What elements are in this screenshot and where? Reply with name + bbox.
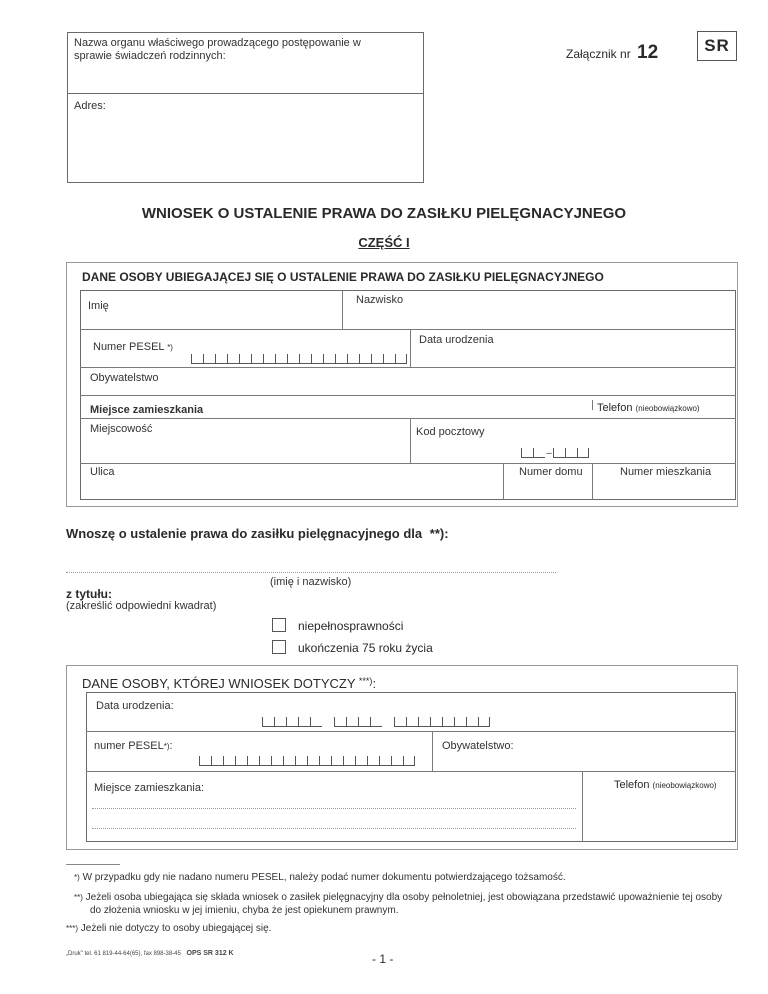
last-name-input[interactable] [346,310,732,326]
form-print-code: OPS SR 312 K [186,950,234,957]
part-title: CZĘŚĆ I [358,235,410,250]
subject-pesel-input[interactable] [199,756,415,766]
footnote-1 [74,871,734,884]
subject-residence-label: Miejsce zamieszkania: [94,782,205,794]
subject-phone-optional: (nieobowiązkowo) [652,781,717,790]
age-75-option-label: ukończenia 75 roku życia [298,641,433,655]
age-75-checkbox[interactable] [272,640,286,654]
footnote-1-mark: *) [74,873,80,882]
footnote-2-text: Jeżeli osoba ubiegająca się składa wniosek o zasiłek pielęgnacyjny dla osoby pełnoletniej, jest obowiązana przedstawić upoważnienie tej osoby do złożenia wniosku w jej imieniu, chyba że jest opiekunem prawnym. [85,892,723,916]
authority-label: Nazwa organu właściwego prowadzącego postępowanie w sprawie świadczeń rodzinnych: [74,37,361,62]
last-name-label: Nazwisko [356,294,404,306]
city-label: Miejscowość [90,423,153,435]
footnote-3-text: Jeżeli nie dotyczy to osoby ubiegającej się. [80,923,272,934]
pesel-mark: *) [167,343,173,352]
first-name-input[interactable] [84,314,338,326]
footnote-3-mark: ***) [66,924,79,933]
attachment-label [566,42,658,64]
title-label: z tytułu: [66,587,112,601]
request-sentence: Wnoszę o ustalenie prawa do zasiłku pielęgnacyjnego dla [66,526,423,541]
printer-info [66,950,234,957]
authority-box [67,32,424,94]
phone-label [597,402,700,414]
request-text [66,526,449,541]
postal-code-label: Kod pocztowy [416,426,485,438]
postal-code-input[interactable]: – [521,448,589,458]
title-hint: (zakreślić odpowiedni kwadrat) [66,600,217,612]
subject-pesel-label [94,740,173,753]
applicant-heading: DANE OSOBY UBIEGAJĄCEJ SIĘ O USTALENIE PRAWA DO ZASIŁKU PIELĘGNACYJNEGO [82,270,604,284]
name-hint: (imię i nazwisko) [270,576,352,588]
subject-phone-label [614,779,717,791]
form-code: SR [704,36,730,55]
attachment-number: 12 [637,42,659,63]
street-input[interactable] [84,480,499,496]
address-box [67,93,424,183]
footnote-divider [66,864,120,865]
printer-text: „Druk" tel. 61 819-44-64(65), fax 898-38-45 [66,951,181,957]
city-input[interactable] [84,440,406,458]
birth-date-input[interactable] [414,348,732,364]
subject-residence-line-2[interactable] [92,828,576,829]
footnote-1-text: W przypadku gdy nie nadano numeru PESEL, należy podać numer dokumentu potwierdzającego tożsamość. [82,872,566,883]
subject-heading [82,676,376,691]
address-label: Adres: [74,100,106,112]
subject-heading-mark: ***) [358,676,373,686]
footnote-2 [74,891,734,917]
form-code-badge [697,31,737,61]
first-name-label: Imię [88,300,109,312]
footnote-3 [66,922,726,935]
request-mark: **): [429,526,449,541]
footnote-2-mark: **) [74,893,83,902]
phone-optional: (nieobowiązkowo) [635,404,700,413]
flat-no-label: Numer mieszkania [620,466,712,478]
residence-label: Miejsce zamieszkania [90,404,204,416]
phone-text: Telefon [597,402,633,414]
street-label: Ulica [90,466,115,478]
pesel-input[interactable] [191,354,407,364]
citizenship-label: Obywatelstwo [90,372,159,384]
subject-heading-text: DANE OSOBY, KTÓREJ WNIOSEK DOTYCZY [82,676,356,691]
pesel-label [93,341,173,354]
subject-pesel-mark: *) [163,742,170,751]
subject-pesel-text: numer PESEL [94,740,164,752]
flat-no-input[interactable] [596,480,732,496]
page-number: - 1 - [372,952,394,966]
disability-checkbox[interactable] [272,618,286,632]
pesel-text: Numer PESEL [93,341,165,353]
form-title: WNIOSEK O USTALENIE PRAWA DO ZASIŁKU PIELĘGNACYJNEGO [141,205,627,222]
birth-date-label: Data urodzenia [419,334,494,346]
disability-option-label: niepełnosprawności [298,619,404,633]
citizenship-input[interactable] [180,372,730,390]
subject-phone-text: Telefon [614,779,650,791]
subject-heading-colon: : [372,676,377,691]
subject-birth-date-label: Data urodzenia: [96,700,174,712]
subject-pesel-colon: : [169,740,173,752]
subject-residence-line-1[interactable] [92,808,576,809]
house-no-input[interactable] [507,480,588,496]
subject-birth-date-input[interactable] [262,717,490,727]
beneficiary-name-line[interactable] [66,572,556,573]
house-no-label: Numer domu [519,466,583,478]
subject-citizenship-label: Obywatelstwo: [442,740,514,752]
subject-citizenship-input[interactable] [436,754,732,768]
attachment-text: Załącznik nr [566,47,631,61]
